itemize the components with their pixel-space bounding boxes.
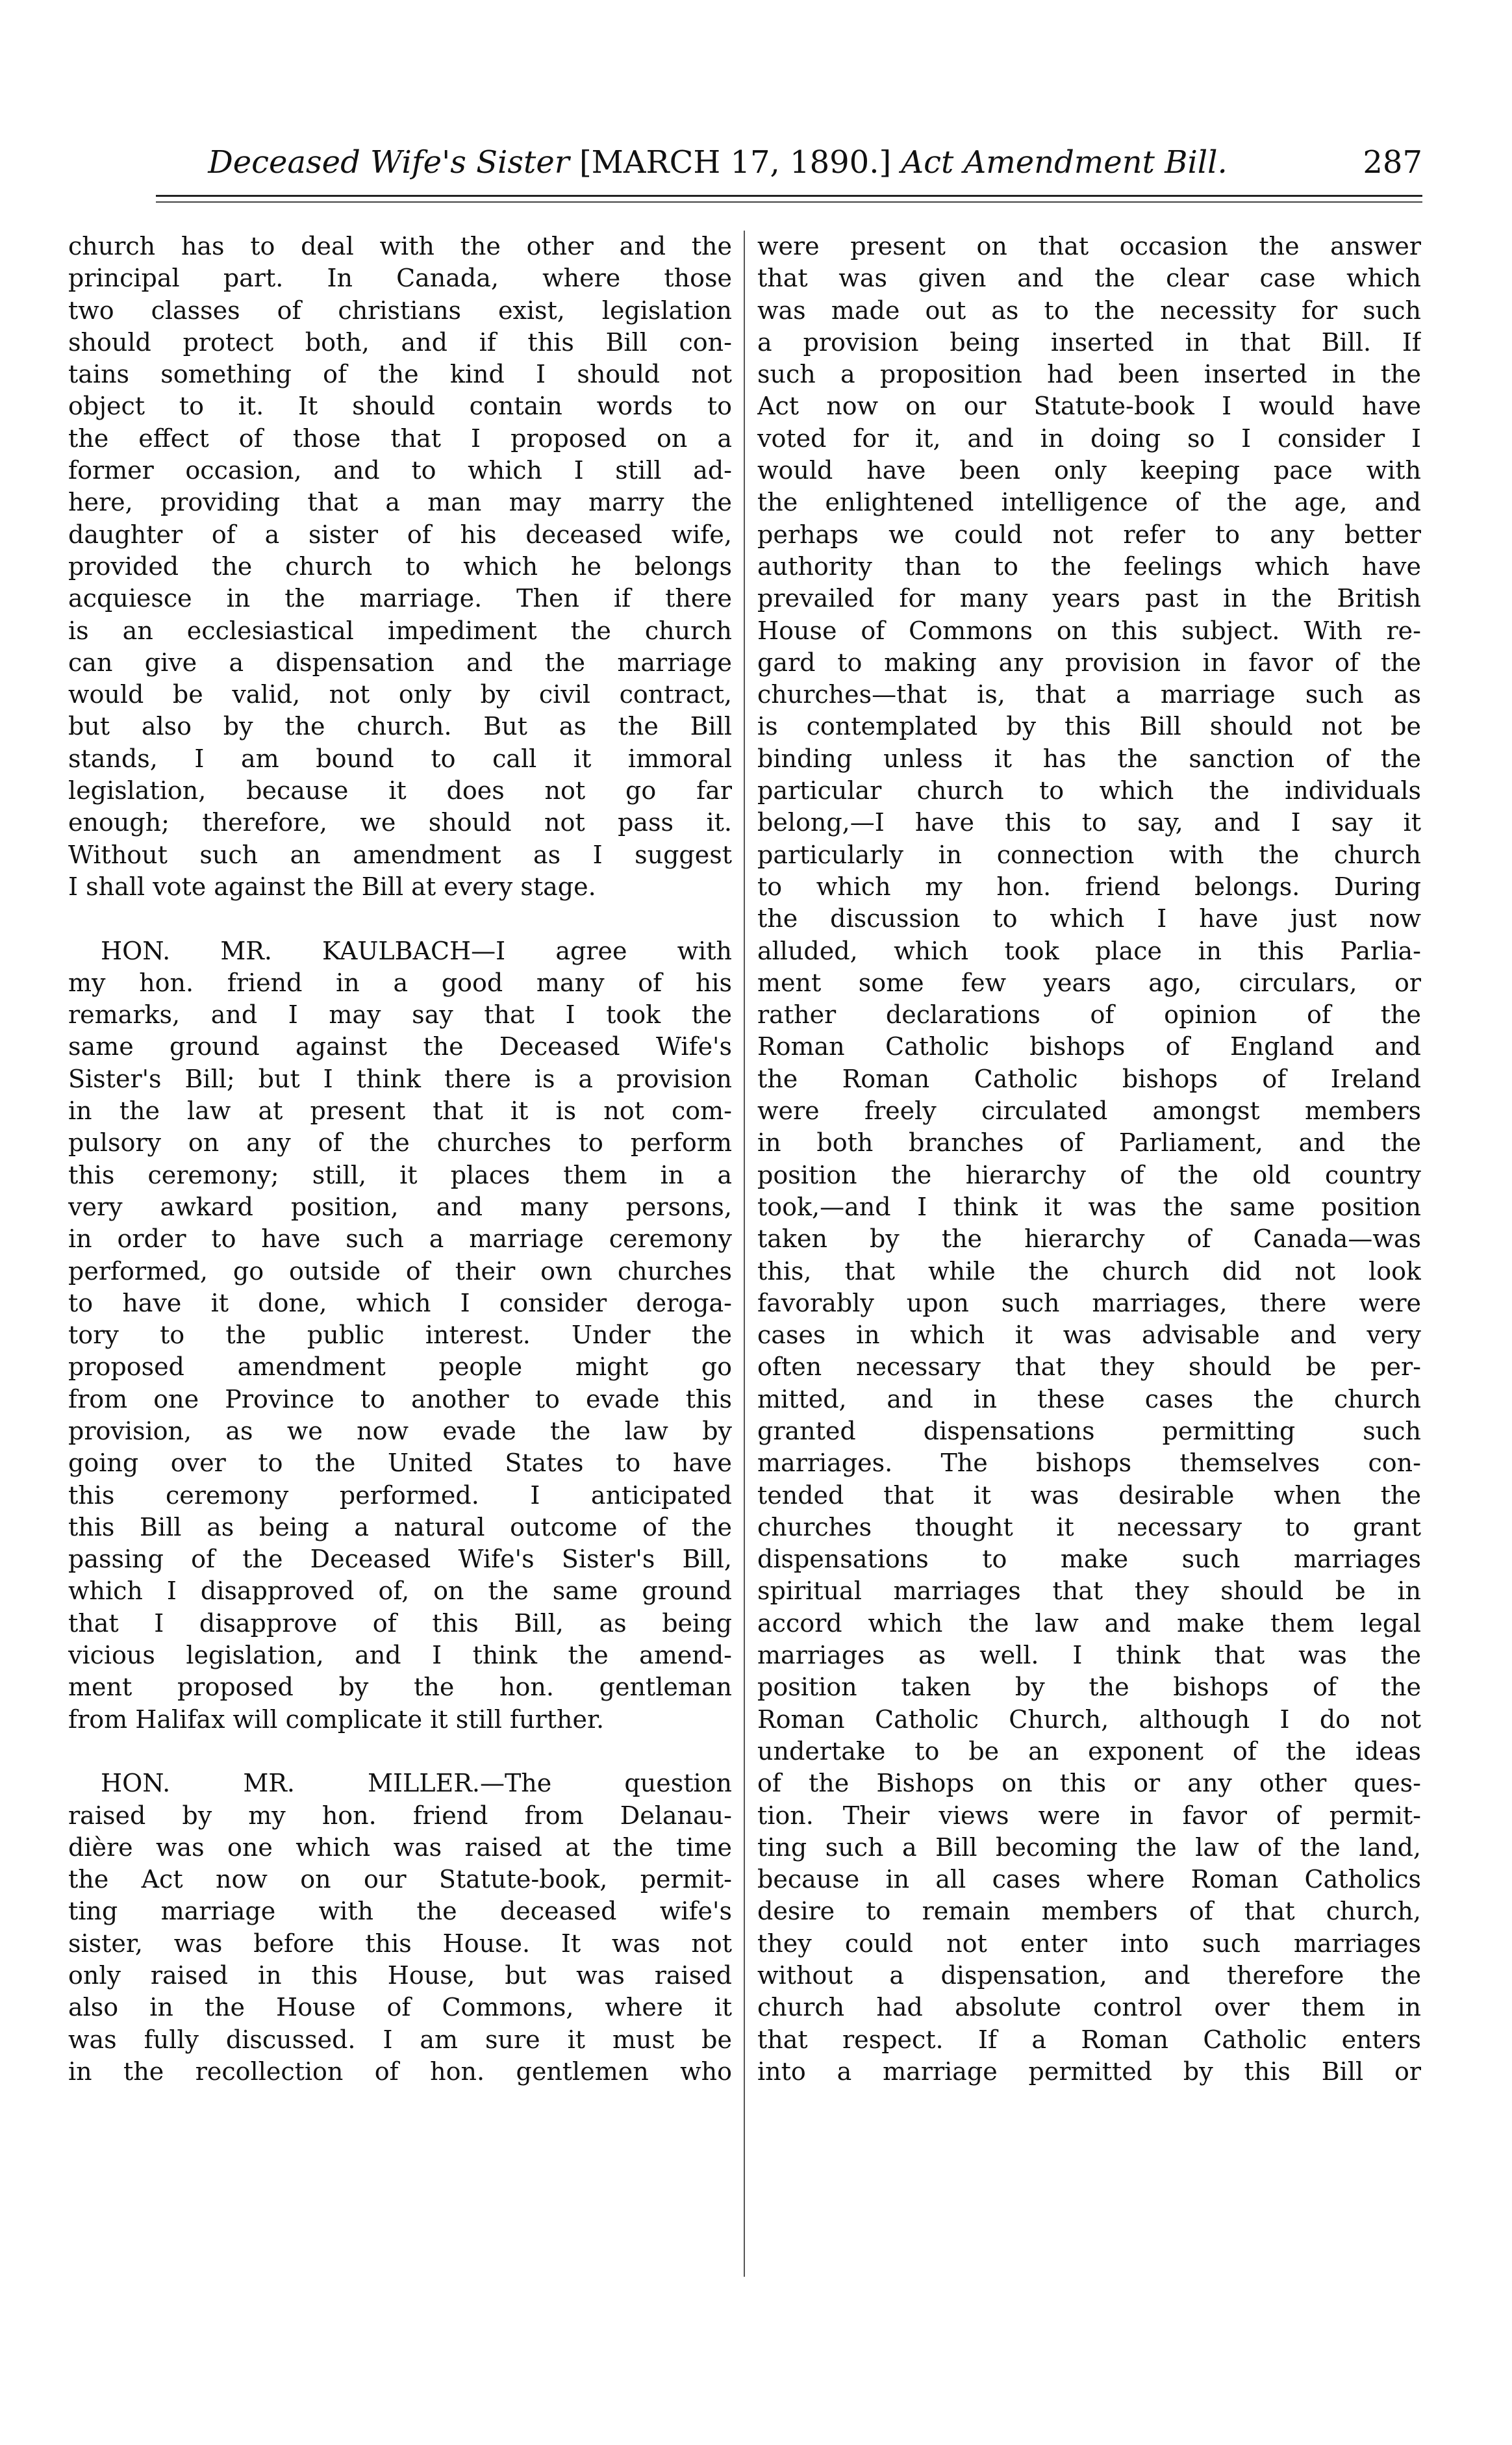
text-line: performed, go outside of their own churches — [68, 1256, 732, 1286]
text-line: the discussion to which I have just now — [757, 904, 1421, 933]
text-line: proposed amendment people might go — [68, 1352, 732, 1382]
text-line: here, providing that a man may marry the — [68, 488, 732, 517]
paragraph-gap — [68, 1736, 732, 1767]
text-line: two classes of christians exist, legislation — [68, 296, 732, 325]
text-line: the effect of those that I proposed on a — [68, 424, 732, 453]
text-line: is an ecclesiastical impediment the church — [68, 616, 732, 645]
text-line: a provision being inserted in that Bill. If — [757, 327, 1421, 357]
text-line: daughter of a sister of his deceased wife, — [68, 520, 732, 549]
text-line: alluded, which took place in this Parlia- — [757, 936, 1421, 965]
text-line: can give a dispensation and the marriage — [68, 648, 732, 677]
text-line: which I disapproved of, on the same ground — [68, 1577, 732, 1606]
header-title-date: [MARCH 17, 1890.] — [579, 144, 892, 181]
text-line: only raised in this House, but was raised — [68, 1961, 732, 1990]
text-line: sister, was before this House. It was not — [68, 1929, 732, 1958]
text-line: acquiesce in the marriage. Then if there — [68, 584, 732, 613]
text-line: marriages as well. I think that was the — [757, 1641, 1421, 1670]
text-line: rather declarations of opinion of the — [757, 1000, 1421, 1030]
text-line: HON. MR. KAULBACH—I agree with — [101, 936, 732, 965]
text-line: to have it done, which I consider deroga- — [68, 1288, 732, 1317]
text-line: particular church to which the individuals — [757, 776, 1421, 805]
text-line: they could not enter into such marriages — [757, 1929, 1421, 1958]
text-line: this, that while the church did not look — [757, 1256, 1421, 1286]
text-line: mitted, and in these cases the church — [757, 1384, 1421, 1413]
text-line: in order to have such a marriage ceremony — [68, 1224, 732, 1254]
text-line: position the hierarchy of the old country — [757, 1160, 1421, 1189]
text-line: to which my hon. friend belongs. During — [757, 872, 1421, 901]
text-line: raised by my hon. friend from Delanau- — [68, 1801, 732, 1830]
text-line: enough; therefore, we should not pass it. — [68, 808, 732, 837]
text-line: churches thought it necessary to grant — [757, 1512, 1421, 1541]
text-line: the Roman Catholic bishops of Ireland — [757, 1064, 1421, 1093]
text-line: would have been only keeping pace with — [757, 456, 1421, 485]
text-line: provision, as we now evade the law by — [68, 1416, 732, 1445]
text-line: often necessary that they should be per- — [757, 1352, 1421, 1382]
text-line: gard to making any provision in favor of the — [757, 648, 1421, 677]
text-line: stands, I am bound to call it immoral — [68, 744, 732, 773]
header-rule-thin — [156, 201, 1422, 203]
text-line: church had absolute control over them in — [757, 1993, 1421, 2022]
text-line: this Bill as being a natural outcome of the — [68, 1512, 732, 1541]
text-line: former occasion, and to which I still ad- — [68, 456, 732, 485]
text-line: House of Commons on this subject. With re- — [757, 616, 1421, 645]
text-line: in the law at present that it is not com- — [68, 1096, 732, 1126]
text-line: tains something of the kind I should not — [68, 360, 732, 389]
text-line: my hon. friend in a good many of his — [68, 968, 732, 997]
column-divider — [744, 231, 745, 2277]
text-line: ting such a Bill becoming the law of the land, — [757, 1832, 1421, 1862]
text-line: Roman Catholic bishops of England and — [757, 1032, 1421, 1061]
text-line: undertake to be an exponent of the ideas — [757, 1736, 1421, 1766]
text-line: from Halifax will complicate it still further. — [68, 1704, 605, 1734]
text-line: Act now on our Statute-book I would have — [757, 392, 1421, 421]
text-line: desire to remain members of that church, — [757, 1897, 1421, 1926]
text-line: object to it. It should contain words to — [68, 392, 732, 421]
text-line: the enlightened intelligence of the age, and — [757, 488, 1421, 517]
text-line: such a proposition had been inserted in the — [757, 360, 1421, 389]
text-line: into a marriage permitted by this Bill or — [757, 2057, 1421, 2086]
text-line: vicious legislation, and I think the amend- — [68, 1641, 732, 1670]
text-line: I shall vote against the Bill at every stage. — [68, 872, 596, 901]
text-line: authority than to the feelings which have — [757, 551, 1421, 581]
page-number: 287 — [1363, 144, 1422, 181]
text-line: prevailed for many years past in the British — [757, 584, 1421, 613]
text-line: pulsory on any of the churches to perform — [68, 1128, 732, 1158]
text-line: this ceremony; still, it places them in a — [68, 1160, 732, 1189]
text-line: granted dispensations permitting such — [757, 1416, 1421, 1445]
text-line: Sister's Bill; but I think there is a provision — [68, 1064, 732, 1093]
text-line: were present on that occasion the answer — [757, 232, 1421, 260]
paragraph-gap — [68, 903, 732, 935]
text-line: dispensations to make such marriages — [757, 1545, 1421, 1574]
text-line: was fully discussed. I am sure it must be — [68, 2025, 732, 2054]
text-line: voted for it, and in doing so I consider I — [757, 424, 1421, 453]
text-line: very awkard position, and many persons, — [68, 1192, 732, 1221]
running-title — [182, 140, 1254, 185]
text-line: tended that it was desirable when the — [757, 1480, 1421, 1510]
running-header — [182, 140, 1422, 185]
text-line: that I disapprove of this Bill, as being — [68, 1608, 732, 1638]
text-line: of the Bishops on this or any other ques- — [757, 1769, 1421, 1798]
text-line: favorably upon such marriages, there were — [757, 1288, 1421, 1317]
text-line: position taken by the bishops of the — [757, 1673, 1421, 1702]
text-line: that was given and the clear case which — [757, 264, 1421, 293]
text-line: ting marriage with the deceased wife's — [68, 1897, 732, 1926]
header-title-right: Act Amendment Bill. — [901, 144, 1228, 181]
text-line: in the recollection of hon. gentlemen who — [68, 2057, 732, 2086]
text-line: ment proposed by the hon. gentleman — [68, 1673, 732, 1702]
text-line: same ground against the Deceased Wife's — [68, 1032, 732, 1061]
header-title-left: Deceased Wife's Sister — [208, 144, 570, 181]
text-line: ment some few years ago, circulars, or — [757, 968, 1421, 997]
text-line: perhaps we could not refer to any better — [757, 520, 1421, 549]
text-line: Roman Catholic Church, although I do not — [757, 1704, 1421, 1734]
text-line: taken by the hierarchy of Canada—was — [757, 1224, 1421, 1254]
text-line: is contemplated by this Bill should not be — [757, 712, 1421, 741]
text-line: that respect. If a Roman Catholic enters — [757, 2025, 1421, 2054]
text-line: passing of the Deceased Wife's Sister's Bill, — [68, 1545, 732, 1574]
left-column — [68, 231, 732, 2277]
text-line: in both branches of Parliament, and the — [757, 1128, 1421, 1158]
text-line: the Act now on our Statute-book, permit- — [68, 1865, 732, 1894]
text-line: this ceremony performed. I anticipated — [68, 1480, 732, 1510]
text-line: belong,—I have this to say, and I say it — [757, 808, 1421, 837]
text-line: going over to the United States to have — [68, 1449, 732, 1478]
text-line: binding unless it has the sanction of the — [757, 744, 1421, 773]
text-line: also in the House of Commons, where it — [68, 1993, 732, 2022]
text-line: from one Province to another to evade this — [68, 1384, 732, 1413]
text-line: without a dispensation, and therefore the — [757, 1961, 1421, 1990]
text-line: churches—that is, that a marriage such as — [757, 680, 1421, 709]
text-line: cases in which it was advisable and very — [757, 1321, 1421, 1350]
text-line: would be valid, not only by civil contract, — [68, 680, 732, 709]
text-line: spiritual marriages that they should be in — [757, 1577, 1421, 1606]
text-line: took,—and I think it was the same position — [757, 1192, 1421, 1221]
text-line: tion. Their views were in favor of permit- — [757, 1801, 1421, 1830]
text-line: were freely circulated amongst members — [757, 1096, 1421, 1126]
text-line: accord which the law and make them legal — [757, 1608, 1421, 1638]
text-line: was made out as to the necessity for such — [757, 296, 1421, 325]
right-column — [757, 231, 1421, 2277]
text-line: tory to the public interest. Under the — [68, 1321, 732, 1350]
text-line: should protect both, and if this Bill con- — [68, 327, 732, 357]
text-line: remarks, and I may say that I took the — [68, 1000, 732, 1030]
text-line: legislation, because it does not go far — [68, 776, 732, 805]
text-line: church has to deal with the other and the — [68, 232, 732, 260]
text-line: marriages. The bishops themselves con- — [757, 1449, 1421, 1478]
text-line: HON. MR. MILLER.—The question — [101, 1769, 732, 1798]
text-line: Without such an amendment as I suggest — [68, 840, 732, 869]
text-line: because in all cases where Roman Catholics — [757, 1865, 1421, 1894]
header-rule — [156, 195, 1422, 197]
text-line: but also by the church. But as the Bill — [68, 712, 732, 741]
text-line: provided the church to which he belongs — [68, 551, 732, 581]
text-line: dière was one which was raised at the time — [68, 1832, 732, 1862]
text-line: principal part. In Canada, where those — [68, 264, 732, 293]
text-line: particularly in connection with the church — [757, 840, 1421, 869]
